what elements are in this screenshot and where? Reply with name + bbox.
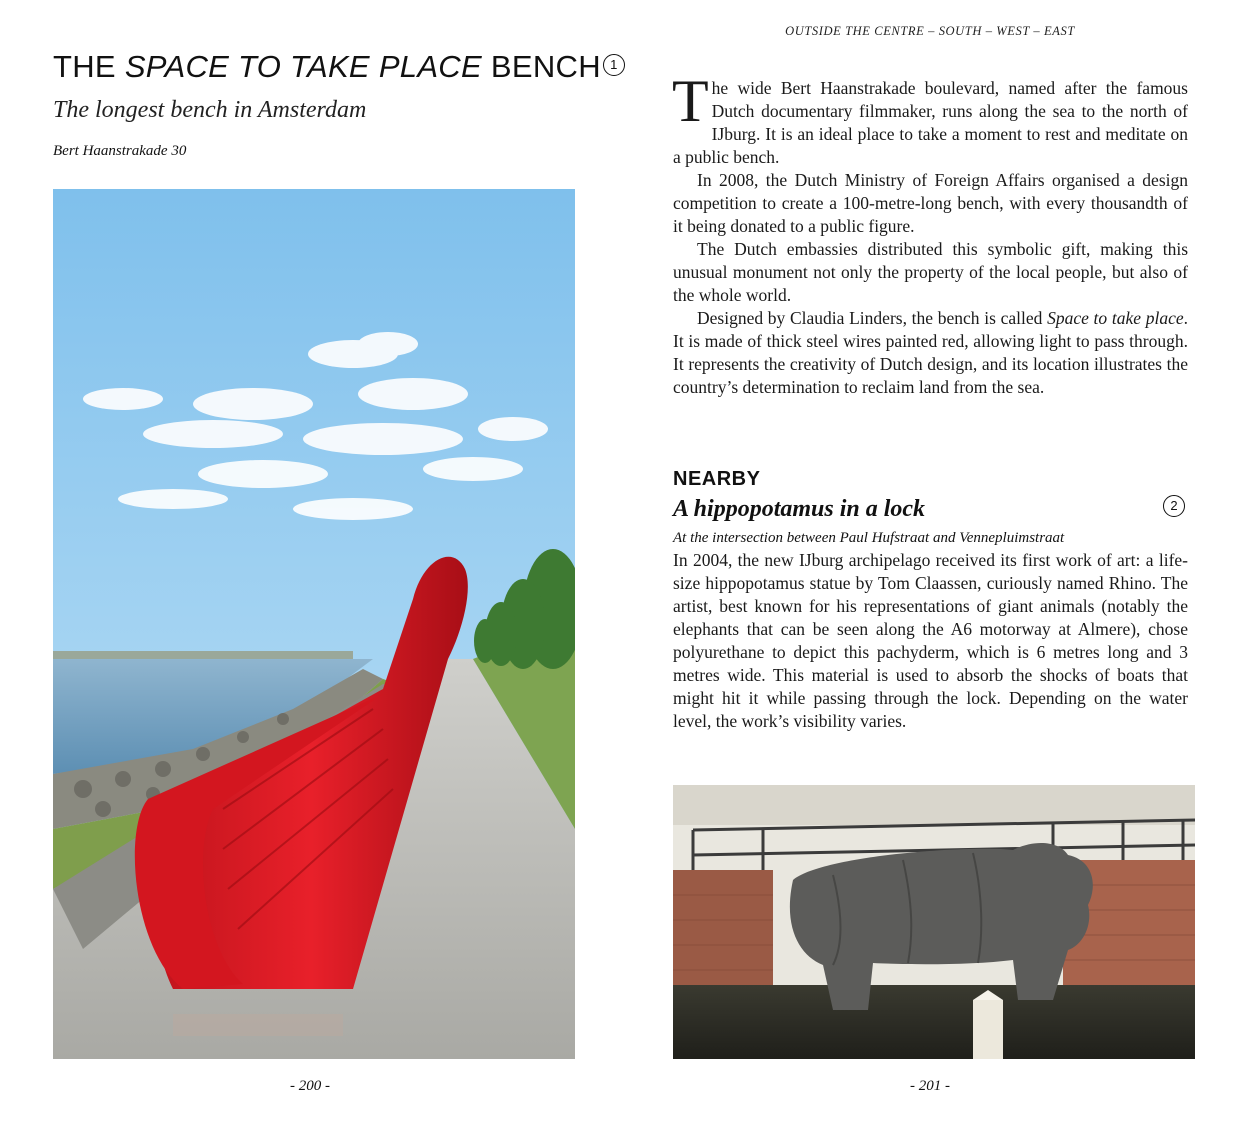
- right-page: [620, 0, 1240, 1122]
- entry-title: [53, 48, 625, 86]
- running-head: OUTSIDE THE CENTRE – SOUTH – WEST – EAST: [785, 24, 1075, 38]
- entry-address: Bert Haanstrakade 30: [53, 143, 187, 159]
- paragraph-1-text: he wide Bert Haanstrakade boulevard, named after the famous Dutch documentary filmmaker, runs along the sea to the north of IJburg. It is an ideal place to take a moment to rest and meditate on a public bench.: [673, 78, 1188, 167]
- title-suffix: BENCH: [481, 49, 601, 84]
- title-prefix: THE: [53, 49, 125, 84]
- red-bench-photo: [53, 189, 575, 1059]
- nearby-number-badge: 2: [1163, 495, 1185, 517]
- title-italic: SPACE TO TAKE PLACE: [124, 49, 482, 84]
- paragraph-1: [672, 68, 1188, 169]
- paragraph-4-text-b: . It is made of thick steel wires painted red, allowing light to pass through. It represents the creativity of Dutch design, and its location illustrates the country’s determination to reclaim land from the sea.: [673, 308, 1188, 397]
- nearby-address: At the intersection between Paul Hufstraat and Vennepluimstraat: [673, 530, 1065, 546]
- nearby-text: In 2004, the new IJburg archipelago received its first work of art: a life-size hippopotamus statue by Tom Claassen, curiously named Rhino. The artist, best known for his representations of giant animals (notably the elephants that can be seen along the A6 motorway at Almere), chose polyurethane to depict this pachyderm, which is 6 metres long and 3 metres wide. This material is used to absorb the shocks of boats that might hit it while passing through the lock. Depending on the water level, the work’s visibility varies.: [673, 550, 1188, 731]
- paragraph-2: In 2008, the Dutch Ministry of Foreign Affairs organised a design competition to create a 100-metre-long bench, with every thousandth of it being donated to a public figure.: [673, 170, 1188, 236]
- paragraph-4-text-a: Designed by Claudia Linders, the bench is called: [697, 308, 1048, 328]
- main-article-text: [672, 68, 1188, 399]
- hippo-statue-photo: [673, 785, 1195, 1059]
- page-number-left: - 200 -: [290, 1078, 330, 1094]
- entry-number-badge: 1: [603, 54, 625, 76]
- drop-cap: T: [672, 68, 709, 134]
- page-number-right: - 201 -: [910, 1078, 950, 1094]
- entry-subtitle: The longest bench in Amsterdam: [53, 97, 367, 123]
- paragraph-4: [673, 307, 1188, 399]
- paragraph-4-italic: Space to take place: [1047, 308, 1184, 328]
- paragraph-3: The Dutch embassies distributed this symbolic gift, making this unusual monument not only the property of the local people, but also of the whole world.: [673, 239, 1188, 305]
- nearby-heading: NEARBY: [673, 468, 761, 490]
- nearby-title: A hippopotamus in a lock: [673, 496, 926, 522]
